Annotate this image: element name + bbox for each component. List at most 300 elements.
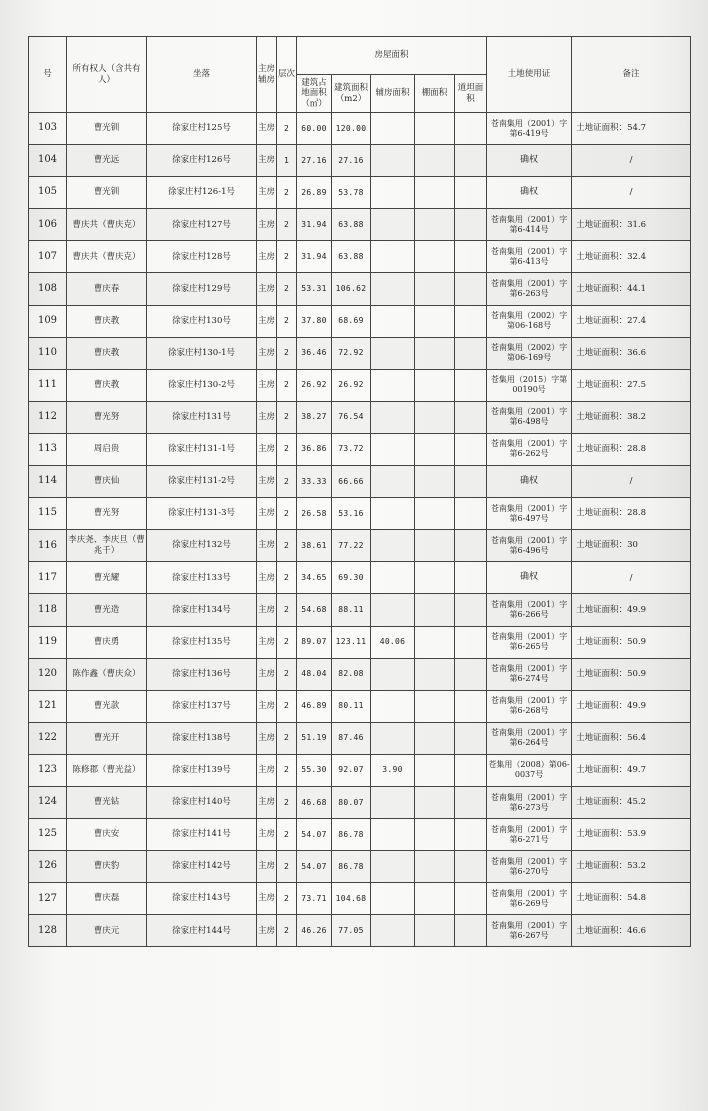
remarks-cell: 土地证面积：54.8 <box>572 883 691 915</box>
owner-cell: 曹庆仙 <box>67 466 147 498</box>
owner-cell: 曹光钻 <box>67 786 147 818</box>
confirm-rights-cell: 确权 <box>487 145 572 177</box>
floors-cell: 2 <box>277 915 297 947</box>
floors-cell: 2 <box>277 883 297 915</box>
row-number: 116 <box>29 530 67 562</box>
aux-area-cell <box>371 786 415 818</box>
aux-area-cell: 3.90 <box>371 754 415 786</box>
footprint-cell: 26.89 <box>297 177 332 209</box>
floors-cell: 2 <box>277 113 297 145</box>
footprint-cell: 46.68 <box>297 786 332 818</box>
table-row <box>29 209 691 241</box>
remarks-cell: 土地证面积：38.2 <box>572 401 691 433</box>
main-aux-cell: 主房 <box>257 433 277 465</box>
floors-cell: 1 <box>277 145 297 177</box>
main-aux-cell: 主房 <box>257 241 277 273</box>
footprint-cell: 60.00 <box>297 113 332 145</box>
table-row <box>29 754 691 786</box>
table-row <box>29 690 691 722</box>
aux-area-cell <box>371 241 415 273</box>
floors-cell: 2 <box>277 498 297 530</box>
header-owner: 所有权人（含共有人） <box>67 37 147 113</box>
table-row <box>29 883 691 915</box>
building-area-cell: 88.11 <box>332 594 371 626</box>
location-cell: 徐家庄村143号 <box>147 883 257 915</box>
land-cert-cell: 苍南集用（2001）字第6-271号 <box>487 819 572 851</box>
location-cell: 徐家庄村144号 <box>147 915 257 947</box>
building-area-cell: 77.22 <box>332 530 371 562</box>
wall-area-cell <box>455 369 487 401</box>
row-number: 108 <box>29 273 67 305</box>
remarks-cell: / <box>572 177 691 209</box>
shed-area-cell <box>415 530 455 562</box>
shed-area-cell <box>415 498 455 530</box>
wall-area-cell <box>455 530 487 562</box>
owner-cell: 曹光耀 <box>67 562 147 594</box>
shed-area-cell <box>415 401 455 433</box>
wall-area-cell <box>455 305 487 337</box>
wall-area-cell <box>455 851 487 883</box>
land-cert-cell: 苍南集用（2002）字第06-168号 <box>487 305 572 337</box>
footprint-cell: 38.61 <box>297 530 332 562</box>
aux-area-cell <box>371 337 415 369</box>
footprint-cell: 54.07 <box>297 819 332 851</box>
floors-cell: 2 <box>277 562 297 594</box>
main-aux-cell: 主房 <box>257 530 277 562</box>
building-area-cell: 66.66 <box>332 466 371 498</box>
table-row <box>29 401 691 433</box>
owner-cell: 周启贵 <box>67 433 147 465</box>
remarks-cell: 土地证面积：56.4 <box>572 722 691 754</box>
aux-area-cell <box>371 915 415 947</box>
wall-area-cell <box>455 177 487 209</box>
row-number: 121 <box>29 690 67 722</box>
table-row <box>29 337 691 369</box>
main-aux-cell: 主房 <box>257 754 277 786</box>
aux-area-cell <box>371 209 415 241</box>
shed-area-cell <box>415 305 455 337</box>
header-shed-area: 棚面积 <box>415 75 455 113</box>
remarks-cell: 土地证面积：46.6 <box>572 915 691 947</box>
remarks-cell: 土地证面积：49.9 <box>572 594 691 626</box>
shed-area-cell <box>415 690 455 722</box>
shed-area-cell <box>415 145 455 177</box>
wall-area-cell <box>455 594 487 626</box>
wall-area-cell <box>455 626 487 658</box>
land-cert-cell: 苍南集用（2001）字第6-263号 <box>487 273 572 305</box>
shed-area-cell <box>415 337 455 369</box>
footprint-cell: 33.33 <box>297 466 332 498</box>
main-aux-cell: 主房 <box>257 851 277 883</box>
land-cert-cell: 苍南集用（2001）字第6-268号 <box>487 690 572 722</box>
shed-area-cell <box>415 851 455 883</box>
aux-area-cell <box>371 819 415 851</box>
aux-area-cell <box>371 273 415 305</box>
building-area-cell: 68.69 <box>332 305 371 337</box>
location-cell: 徐家庄村133号 <box>147 562 257 594</box>
main-aux-cell: 主房 <box>257 722 277 754</box>
building-area-cell: 92.07 <box>332 754 371 786</box>
land-cert-cell: 苍南集用（2001）字第6-262号 <box>487 433 572 465</box>
remarks-cell: 土地证面积：45.2 <box>572 786 691 818</box>
main-aux-cell: 主房 <box>257 819 277 851</box>
land-cert-cell: 苍南集用（2001）字第6-497号 <box>487 498 572 530</box>
owner-cell: 陈修郡（曹光益） <box>67 754 147 786</box>
main-aux-cell: 主房 <box>257 594 277 626</box>
main-aux-cell: 主房 <box>257 658 277 690</box>
header-land-cert: 土地使用证 <box>487 37 572 113</box>
confirm-rights-cell: 确权 <box>487 466 572 498</box>
main-aux-cell: 主房 <box>257 337 277 369</box>
land-cert-cell: 苍集用（2015）字第00190号 <box>487 369 572 401</box>
aux-area-cell <box>371 369 415 401</box>
table-row <box>29 851 691 883</box>
header-wall-area: 道坦面积 <box>455 75 487 113</box>
wall-area-cell <box>455 658 487 690</box>
floors-cell: 2 <box>277 819 297 851</box>
location-cell: 徐家庄村141号 <box>147 819 257 851</box>
aux-area-cell <box>371 113 415 145</box>
land-cert-cell: 苍南集用（2001）字第6-496号 <box>487 530 572 562</box>
aux-area-cell: 40.06 <box>371 626 415 658</box>
main-aux-cell: 主房 <box>257 113 277 145</box>
wall-area-cell <box>455 241 487 273</box>
location-cell: 徐家庄村126-1号 <box>147 177 257 209</box>
land-cert-cell: 苍南集用（2001）字第6-270号 <box>487 851 572 883</box>
row-number: 114 <box>29 466 67 498</box>
owner-cell: 李庆尧、李庆旦（曹兆千） <box>67 530 147 562</box>
table-row <box>29 626 691 658</box>
building-area-cell: 27.16 <box>332 145 371 177</box>
owner-cell: 曹庆安 <box>67 819 147 851</box>
land-cert-cell: 苍南集用（2001）字第6-414号 <box>487 209 572 241</box>
shed-area-cell <box>415 722 455 754</box>
building-area-cell: 106.62 <box>332 273 371 305</box>
remarks-cell: 土地证面积：44.1 <box>572 273 691 305</box>
remarks-cell: / <box>572 562 691 594</box>
floors-cell: 2 <box>277 658 297 690</box>
main-aux-cell: 主房 <box>257 626 277 658</box>
main-aux-cell: 主房 <box>257 786 277 818</box>
table-header <box>29 37 691 113</box>
footprint-cell: 34.65 <box>297 562 332 594</box>
table-row <box>29 594 691 626</box>
wall-area-cell <box>455 562 487 594</box>
remarks-cell: 土地证面积：36.6 <box>572 337 691 369</box>
floors-cell: 2 <box>277 722 297 754</box>
location-cell: 徐家庄村134号 <box>147 594 257 626</box>
wall-area-cell <box>455 337 487 369</box>
confirm-rights-cell: 确权 <box>487 562 572 594</box>
table-row <box>29 273 691 305</box>
remarks-cell: 土地证面积：50.9 <box>572 626 691 658</box>
row-number: 119 <box>29 626 67 658</box>
wall-area-cell <box>455 915 487 947</box>
main-aux-cell: 主房 <box>257 401 277 433</box>
location-cell: 徐家庄村130-2号 <box>147 369 257 401</box>
aux-area-cell <box>371 690 415 722</box>
shed-area-cell <box>415 754 455 786</box>
location-cell: 徐家庄村131-3号 <box>147 498 257 530</box>
table-row <box>29 530 691 562</box>
main-aux-cell: 主房 <box>257 690 277 722</box>
remarks-cell: 土地证面积：53.9 <box>572 819 691 851</box>
wall-area-cell <box>455 113 487 145</box>
building-area-cell: 77.05 <box>332 915 371 947</box>
owner-cell: 曹光开 <box>67 722 147 754</box>
location-cell: 徐家庄村130号 <box>147 305 257 337</box>
owner-cell: 曹光钏 <box>67 113 147 145</box>
land-cert-cell: 苍南集用（2001）字第6-266号 <box>487 594 572 626</box>
row-number: 111 <box>29 369 67 401</box>
footprint-cell: 48.04 <box>297 658 332 690</box>
floors-cell: 2 <box>277 786 297 818</box>
owner-cell: 曹光努 <box>67 498 147 530</box>
footprint-cell: 46.26 <box>297 915 332 947</box>
wall-area-cell <box>455 433 487 465</box>
building-area-cell: 120.00 <box>332 113 371 145</box>
floors-cell: 2 <box>277 433 297 465</box>
owner-cell: 曹庆磊 <box>67 883 147 915</box>
wall-area-cell <box>455 209 487 241</box>
footprint-cell: 37.80 <box>297 305 332 337</box>
wall-area-cell <box>455 401 487 433</box>
building-area-cell: 86.78 <box>332 851 371 883</box>
location-cell: 徐家庄村140号 <box>147 786 257 818</box>
building-area-cell: 73.72 <box>332 433 371 465</box>
row-number: 126 <box>29 851 67 883</box>
location-cell: 徐家庄村131-2号 <box>147 466 257 498</box>
footprint-cell: 46.89 <box>297 690 332 722</box>
header-footprint: 建筑占地面积（㎡） <box>297 75 332 113</box>
row-number: 113 <box>29 433 67 465</box>
row-number: 109 <box>29 305 67 337</box>
floors-cell: 2 <box>277 273 297 305</box>
location-cell: 徐家庄村126号 <box>147 145 257 177</box>
main-aux-cell: 主房 <box>257 209 277 241</box>
aux-area-cell <box>371 562 415 594</box>
table-row <box>29 819 691 851</box>
location-cell: 徐家庄村136号 <box>147 658 257 690</box>
wall-area-cell <box>455 690 487 722</box>
row-number: 115 <box>29 498 67 530</box>
row-number: 110 <box>29 337 67 369</box>
owner-cell: 曹光远 <box>67 145 147 177</box>
location-cell: 徐家庄村139号 <box>147 754 257 786</box>
shed-area-cell <box>415 594 455 626</box>
owner-cell: 曹庆共（曹庆克） <box>67 209 147 241</box>
wall-area-cell <box>455 754 487 786</box>
footprint-cell: 31.94 <box>297 241 332 273</box>
building-area-cell: 53.16 <box>332 498 371 530</box>
owner-cell: 曹光造 <box>67 594 147 626</box>
remarks-cell: 土地证面积：31.6 <box>572 209 691 241</box>
main-aux-cell: 主房 <box>257 273 277 305</box>
table-row <box>29 786 691 818</box>
table-row <box>29 498 691 530</box>
property-register-table <box>28 36 691 947</box>
land-cert-cell: 苍南集用（2001）字第6-269号 <box>487 883 572 915</box>
building-area-cell: 87.46 <box>332 722 371 754</box>
location-cell: 徐家庄村137号 <box>147 690 257 722</box>
row-number: 127 <box>29 883 67 915</box>
owner-cell: 曹庆教 <box>67 337 147 369</box>
location-cell: 徐家庄村129号 <box>147 273 257 305</box>
row-number: 103 <box>29 113 67 145</box>
aux-area-cell <box>371 658 415 690</box>
header-remarks: 备注 <box>572 37 691 113</box>
floors-cell: 2 <box>277 851 297 883</box>
building-area-cell: 104.68 <box>332 883 371 915</box>
main-aux-cell: 主房 <box>257 498 277 530</box>
wall-area-cell <box>455 819 487 851</box>
owner-cell: 陈作鑫（曹庆众） <box>67 658 147 690</box>
shed-area-cell <box>415 113 455 145</box>
wall-area-cell <box>455 498 487 530</box>
floors-cell: 2 <box>277 337 297 369</box>
aux-area-cell <box>371 177 415 209</box>
aux-area-cell <box>371 851 415 883</box>
shed-area-cell <box>415 273 455 305</box>
confirm-rights-cell: 确权 <box>487 177 572 209</box>
row-number: 117 <box>29 562 67 594</box>
floors-cell: 2 <box>277 754 297 786</box>
header-area-group: 房屋面积 <box>297 37 487 75</box>
row-number: 124 <box>29 786 67 818</box>
aux-area-cell <box>371 145 415 177</box>
owner-cell: 曹光钏 <box>67 177 147 209</box>
table-row <box>29 241 691 273</box>
table-row <box>29 145 691 177</box>
floors-cell: 2 <box>277 466 297 498</box>
location-cell: 徐家庄村142号 <box>147 851 257 883</box>
aux-area-cell <box>371 883 415 915</box>
building-area-cell: 72.92 <box>332 337 371 369</box>
building-area-cell: 69.30 <box>332 562 371 594</box>
main-aux-cell: 主房 <box>257 466 277 498</box>
land-cert-cell: 苍南集用（2001）字第6-419号 <box>487 113 572 145</box>
row-number: 107 <box>29 241 67 273</box>
wall-area-cell <box>455 722 487 754</box>
footprint-cell: 36.46 <box>297 337 332 369</box>
header-floors: 层次 <box>277 37 297 113</box>
building-area-cell: 26.92 <box>332 369 371 401</box>
floors-cell: 2 <box>277 530 297 562</box>
floors-cell: 2 <box>277 690 297 722</box>
location-cell: 徐家庄村132号 <box>147 530 257 562</box>
location-cell: 徐家庄村128号 <box>147 241 257 273</box>
footprint-cell: 73.71 <box>297 883 332 915</box>
footprint-cell: 26.58 <box>297 498 332 530</box>
owner-cell: 曹庆共（曹庆克） <box>67 241 147 273</box>
owner-cell: 曹庆春 <box>67 273 147 305</box>
owner-cell: 曹庆勇 <box>67 626 147 658</box>
shed-area-cell <box>415 562 455 594</box>
floors-cell: 2 <box>277 594 297 626</box>
floors-cell: 2 <box>277 305 297 337</box>
footprint-cell: 54.68 <box>297 594 332 626</box>
wall-area-cell <box>455 786 487 818</box>
main-aux-cell: 主房 <box>257 562 277 594</box>
shed-area-cell <box>415 786 455 818</box>
floors-cell: 2 <box>277 369 297 401</box>
wall-area-cell <box>455 883 487 915</box>
building-area-cell: 82.08 <box>332 658 371 690</box>
footprint-cell: 51.19 <box>297 722 332 754</box>
owner-cell: 曹庆元 <box>67 915 147 947</box>
building-area-cell: 76.54 <box>332 401 371 433</box>
remarks-cell: 土地证面积：27.4 <box>572 305 691 337</box>
main-aux-cell: 主房 <box>257 915 277 947</box>
location-cell: 徐家庄村131-1号 <box>147 433 257 465</box>
wall-area-cell <box>455 145 487 177</box>
building-area-cell: 63.88 <box>332 241 371 273</box>
table-row <box>29 658 691 690</box>
main-aux-cell: 主房 <box>257 177 277 209</box>
remarks-cell: / <box>572 466 691 498</box>
table-row <box>29 177 691 209</box>
remarks-cell: 土地证面积：49.7 <box>572 754 691 786</box>
owner-cell: 曹庆教 <box>67 305 147 337</box>
row-number: 118 <box>29 594 67 626</box>
footprint-cell: 53.31 <box>297 273 332 305</box>
shed-area-cell <box>415 658 455 690</box>
footprint-cell: 31.94 <box>297 209 332 241</box>
shed-area-cell <box>415 177 455 209</box>
shed-area-cell <box>415 466 455 498</box>
table-row <box>29 466 691 498</box>
row-number: 128 <box>29 915 67 947</box>
building-area-cell: 86.78 <box>332 819 371 851</box>
location-cell: 徐家庄村130-1号 <box>147 337 257 369</box>
land-cert-cell: 苍南集用（2001）字第6-498号 <box>487 401 572 433</box>
aux-area-cell <box>371 530 415 562</box>
row-number: 112 <box>29 401 67 433</box>
building-area-cell: 80.11 <box>332 690 371 722</box>
location-cell: 徐家庄村131号 <box>147 401 257 433</box>
aux-area-cell <box>371 401 415 433</box>
header-no: 号 <box>29 37 67 113</box>
aux-area-cell <box>371 433 415 465</box>
land-cert-cell: 苍南集用（2001）字第6-274号 <box>487 658 572 690</box>
row-number: 106 <box>29 209 67 241</box>
aux-area-cell <box>371 305 415 337</box>
footprint-cell: 26.92 <box>297 369 332 401</box>
floors-cell: 2 <box>277 209 297 241</box>
owner-cell: 曹光款 <box>67 690 147 722</box>
header-location: 坐落 <box>147 37 257 113</box>
table-row <box>29 722 691 754</box>
remarks-cell: 土地证面积：50.9 <box>572 658 691 690</box>
main-aux-cell: 主房 <box>257 305 277 337</box>
floors-cell: 2 <box>277 626 297 658</box>
land-cert-cell: 苍南集用（2002）字第06-169号 <box>487 337 572 369</box>
location-cell: 徐家庄村127号 <box>147 209 257 241</box>
main-aux-cell: 主房 <box>257 883 277 915</box>
aux-area-cell <box>371 594 415 626</box>
table-row <box>29 113 691 145</box>
footprint-cell: 36.86 <box>297 433 332 465</box>
owner-cell: 曹庆豹 <box>67 851 147 883</box>
row-number: 104 <box>29 145 67 177</box>
shed-area-cell <box>415 819 455 851</box>
wall-area-cell <box>455 466 487 498</box>
remarks-cell: 土地证面积：27.5 <box>572 369 691 401</box>
remarks-cell: 土地证面积：53.2 <box>572 851 691 883</box>
table-row <box>29 562 691 594</box>
footprint-cell: 38.27 <box>297 401 332 433</box>
land-cert-cell: 苍集用（2008）第06-0037号 <box>487 754 572 786</box>
